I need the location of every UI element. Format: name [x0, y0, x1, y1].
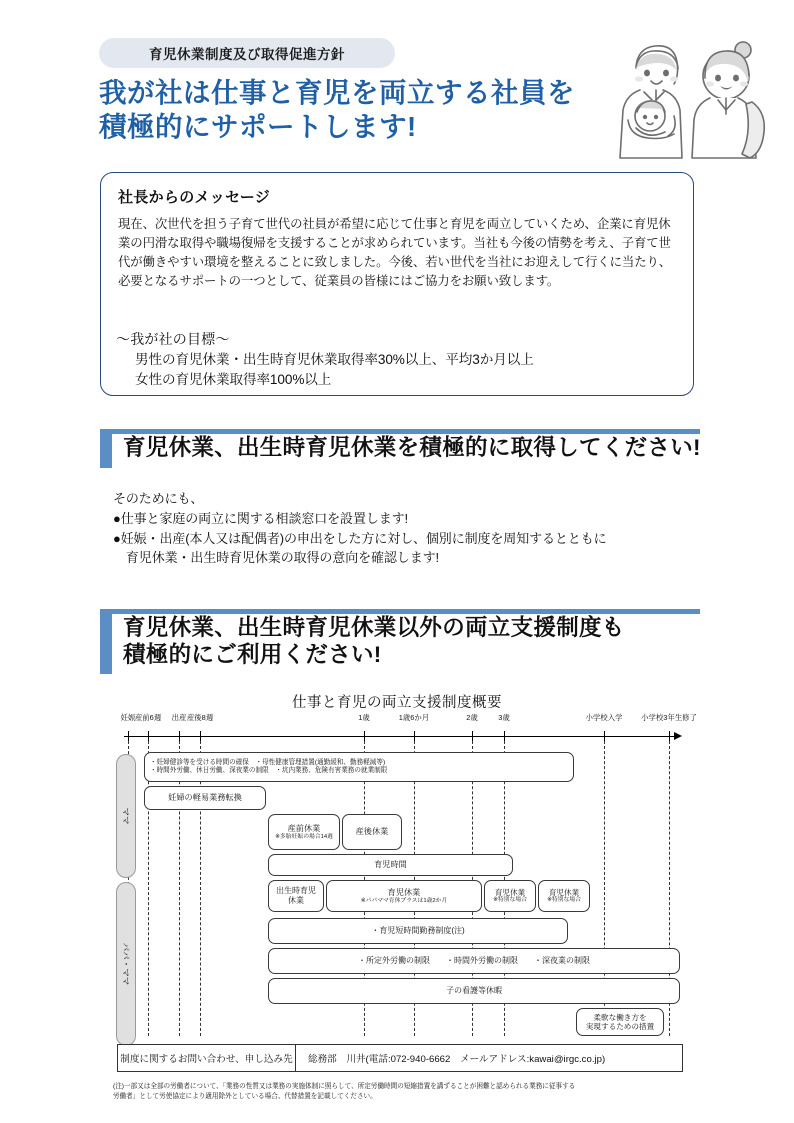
contact-value[interactable]: 総務部 川井(電話:072-940-6662 メールアドレス:kawai@irgc.co.jp) — [308, 1054, 606, 1065]
section-2-heading-line2: 積極的にご利用ください! — [123, 642, 382, 668]
section-1-header — [100, 434, 700, 468]
timeline-axis-label: 3歳 — [498, 713, 510, 722]
timeline-bar-childcare-leave-special-1 — [484, 880, 536, 912]
section-1-bullet-1: ●仕事と家庭の両立に関する相談窓口を設置します! — [113, 510, 409, 526]
timeline-bar-childcare-leave-special-2 — [538, 880, 590, 912]
section-1-accent-bar — [100, 434, 112, 468]
timeline-bar-overtime-restrictions — [268, 948, 680, 974]
timeline-axis-label: 産後8週 — [186, 713, 214, 722]
page-title-line1: 我が社は仕事と育児を両立する社員を — [99, 77, 575, 108]
timeline-bar-postnatal-paternity-leave — [268, 880, 324, 912]
timeline-bar-light-duty-transfer — [144, 786, 266, 810]
timeline-bar-text: 育児休業 ※特別な場合 — [547, 888, 581, 904]
family-illustration — [606, 24, 776, 160]
timeline-bar-childcare-time — [268, 854, 513, 876]
timeline-row-label — [116, 882, 136, 1046]
timeline-bar-childcare-leave-main — [326, 880, 482, 912]
timeline-bar-text-line2: ・時間外労働、休日労働、深夜業の制限 ・坑内業務、危険有害業務の就業制限 — [150, 767, 388, 774]
timeline-bar-maternal-health-measures — [144, 752, 574, 782]
timeline-tick — [504, 731, 505, 741]
timeline-tick — [364, 731, 365, 741]
timeline-tick — [179, 731, 180, 741]
section-1-bullet-2: ●妊娠・出産(本人又は配偶者)の申出をした方に対し、個別に制度を周知するとともに — [113, 530, 607, 546]
timeline-axis-label: 1歳 — [358, 713, 370, 722]
timeline-axis-labels — [116, 712, 697, 730]
timeline-bar-text-line2: 休業 — [288, 896, 304, 905]
timeline-axis-label: 2歳 — [466, 713, 478, 722]
timeline-axis-line — [124, 736, 676, 737]
timeline-bar-text: ・所定外労働の制限 ・時間外労働の制限 ・深夜業の制限 — [358, 956, 590, 966]
contact-bar — [117, 1044, 683, 1072]
timeline-bar-postnatal-leave — [342, 814, 402, 850]
timeline-tick — [669, 731, 670, 741]
timeline-row-label — [116, 754, 136, 878]
timeline-bar-note: ※パパママ育休プラスは1歳2か月 — [360, 897, 448, 904]
president-message-body: 現在、次世代を担う子育て世代の社員が希望に応じて仕事と育児を両立していくため、企業に育児休業の円滑な取得や職場復帰を支援することが求められています。当社も今後の情勢を考え、子育て世代が働きやすい環境を整えることに致しました。今後、若い世代を当社にお迎えして行くに当たり、必要となるサポートの一つとして、従業員の皆様にはご協力をお願い致します。 — [118, 217, 672, 288]
timeline-axis-arrow — [674, 732, 682, 740]
footnote-line-1: (注)一部又は全部の労働者について、「業務の性質又は業務の実施体制に照らして、所定労働時間の短縮措置を講ずることが困難と認められる業務に従事する — [113, 1083, 576, 1090]
timeline-bar-text: ・育児短時間勤務制度(注) — [371, 926, 465, 936]
section-1-heading: 育児休業、出生時育児休業を積極的に取得してください! — [123, 435, 701, 460]
timeline-bar-text-line2: 実現するための措置 — [585, 1022, 655, 1031]
contact-label: 制度に関するお問い合わせ、申し込み先 — [118, 1045, 296, 1071]
timeline-bar-text: 育児時間 — [374, 860, 407, 869]
president-message-title: 社長からのメッセージ — [118, 189, 271, 206]
company-goal-heading: 〜我が社の目標〜 — [116, 331, 230, 347]
page-title — [99, 76, 619, 145]
timeline-bar-text: ・妊婦健診等を受ける時間の確保 ・母性健康管理措置(通勤緩和、勤務軽減等) ・時間外労働、休日労働、深夜業の制限 ・坑内業務、危険有害業務の就業制限 — [150, 758, 388, 774]
policy-pill-badge — [99, 38, 395, 68]
section-2-header — [100, 614, 700, 674]
timeline-bar-flexible-work-measures — [576, 1008, 664, 1036]
chart-title: 仕事と育児の両立支援制度概要 — [292, 695, 502, 711]
timeline-tick — [128, 731, 129, 741]
timeline-tick — [200, 731, 201, 741]
timeline-bar-short-time-work-system — [268, 918, 568, 944]
timeline-bar-text: 子の看護等休暇 — [446, 986, 502, 996]
timeline-bar-text: 育児休業 ※特別な場合 — [493, 888, 527, 904]
section-2-heading — [123, 614, 625, 669]
timeline-bar-prenatal-leave — [268, 814, 340, 850]
timeline-tick — [604, 731, 605, 741]
section-1-bullet-2-cont: 育児休業・出生時育児休業の取得の意向を確認します! — [113, 550, 440, 566]
support-system-timeline-chart — [116, 712, 697, 1048]
section-1-lead: そのためにも、 — [113, 491, 204, 506]
policy-pill-label: 育児休業制度及び取得促進方針 — [149, 47, 345, 62]
timeline-bar-note: ※特別な場合 — [547, 897, 581, 904]
timeline-axis-label: 1歳6か月 — [398, 713, 430, 722]
timeline-tick — [148, 731, 149, 741]
section-2-accent-bar — [100, 614, 112, 674]
timeline-bar-text: 柔軟な働き方を 実現するための措置 — [585, 1012, 655, 1031]
timeline-bar-text: 産前休業 ※多胎妊娠の場合14週 — [275, 823, 333, 840]
timeline-bar-text: 出生時育児 休業 — [276, 886, 316, 905]
timeline-tick — [414, 731, 415, 741]
company-goal-male: 男性の育児休業・出生時育児休業取得率30%以上、平均3か月以上 — [135, 352, 534, 367]
timeline-axis-label: 妊娠 — [120, 713, 136, 722]
section-2-heading-line1: 育児休業、出生時育児休業以外の両立支援制度も — [123, 615, 625, 640]
timeline-axis-label: 小学校3年生修了 — [641, 713, 697, 722]
section-1-bullets — [113, 489, 693, 568]
timeline-row-label-text: ママ — [121, 807, 131, 825]
timeline-bar-child-nursing-leave — [268, 978, 680, 1004]
timeline-bar-text: 妊婦の軽易業務転換 — [168, 793, 242, 802]
timeline-bar-text: 育児休業 ※パパママ育休プラスは1歳2か月 — [360, 887, 448, 904]
timeline-bar-note: ※多胎妊娠の場合14週 — [275, 833, 333, 840]
company-goal-female: 女性の育児休業取得率100%以上 — [135, 371, 332, 387]
page-title-line2: 積極的にサポートします! — [99, 111, 417, 143]
company-goal-list — [135, 350, 680, 389]
timeline-axis-label: 産前6週 — [134, 713, 162, 722]
timeline-row-label-text: パパ・ママ — [121, 942, 131, 986]
timeline-axis-label: 小学校入学 — [585, 713, 623, 722]
timeline-axis-label: 出産 — [171, 713, 187, 722]
timeline-tick — [472, 731, 473, 741]
timeline-bar-note: ※特別な場合 — [493, 897, 527, 904]
footnote-line-2: 労働者」として労使協定により適用除外としている場合、代替措置を記載してください。 — [113, 1093, 377, 1101]
timeline-bar-text: 産後休業 — [355, 827, 389, 836]
president-message-card — [100, 172, 694, 396]
footnote — [113, 1082, 693, 1102]
